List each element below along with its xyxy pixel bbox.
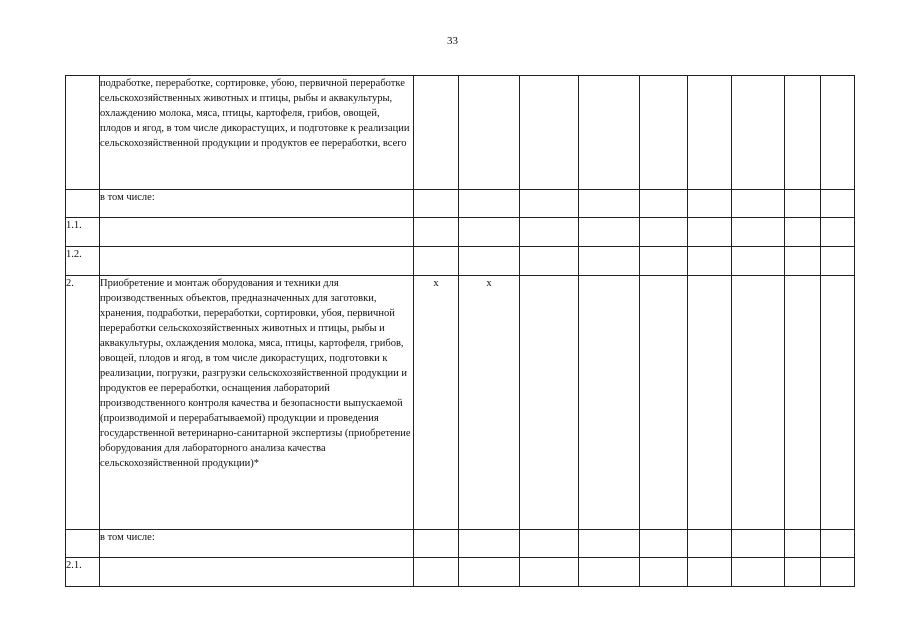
empty-cell [520,530,579,558]
mark-cell [459,218,520,247]
table-row [66,218,855,247]
description-cell: Приобретение и монтаж оборудования и техники для производственных объектов, предназначенных для заготовки, хранения, подработки, переработки, сортировки, убоя, первичной переработки сельскохозяйственных животных и птицы, рыбы и аквакультуры, охлаждения молока, мяса, птицы, картофеля, грибов, овощей, плодов и ягод, в том числе дикорастущих, подготовки к реализации, погрузки, разгрузки сельскохозяйственной продукции и продуктов ее переработки, оснащения лабораторий производственного контроля качества и безопасности выпускаемой (производимой и перерабатываемой) продукции и проведения государственной ветеринарно-санитарной экспертизы (приобретение оборудования для лабораторного анализа качества сельскохозяйственной продукции)* [100,276,414,530]
row-number-cell: 1.1. [66,218,100,247]
row-number-cell: 2. [66,276,100,530]
description-cell: в том числе: [100,190,414,218]
empty-cell [579,247,640,276]
empty-cell [732,558,785,587]
empty-cell [688,558,732,587]
empty-cell [688,247,732,276]
description-cell: подработке, переработке, сортировке, убою, первичной переработке сельскохозяйственных животных и птицы, рыбы и аквакультуры, охлаждению молока, мяса, птицы, картофеля, грибов, овощей, плодов и ягод, в том числе дикорастущих, и подготовке к реализации сельскохозяйственной продукции и продуктов ее переработки, всего [100,76,414,190]
empty-cell [785,218,821,247]
empty-cell [640,530,688,558]
row-number-cell [66,190,100,218]
table-row [66,76,855,190]
empty-cell [579,218,640,247]
mark-cell [414,218,459,247]
empty-cell [821,276,855,530]
empty-cell [520,190,579,218]
empty-cell [732,76,785,190]
empty-cell [785,190,821,218]
mark-cell [459,530,520,558]
empty-cell [640,218,688,247]
row-number-cell [66,76,100,190]
table-row [66,558,855,587]
row-number-cell: 1.2. [66,247,100,276]
row-number-cell: 2.1. [66,558,100,587]
table-row [66,530,855,558]
mark-cell [414,76,459,190]
table-row [66,276,855,530]
empty-cell [520,218,579,247]
mark-cell [459,76,520,190]
empty-cell [785,530,821,558]
empty-cell [732,276,785,530]
description-cell [100,218,414,247]
empty-cell [732,218,785,247]
empty-cell [520,558,579,587]
empty-cell [785,247,821,276]
description-cell [100,247,414,276]
empty-cell [579,190,640,218]
empty-cell [688,276,732,530]
empty-cell [732,530,785,558]
empty-cell [579,76,640,190]
mark-cell [414,530,459,558]
empty-cell [579,530,640,558]
mark-cell [459,247,520,276]
description-cell: в том числе: [100,530,414,558]
empty-cell [640,558,688,587]
empty-cell [821,247,855,276]
empty-cell [688,530,732,558]
mark-cell: x [459,276,520,530]
empty-cell [785,276,821,530]
empty-cell [785,76,821,190]
empty-cell [785,558,821,587]
mark-cell [414,190,459,218]
mark-cell [459,558,520,587]
empty-cell [520,276,579,530]
table-row [66,190,855,218]
empty-cell [732,190,785,218]
data-table [65,75,855,587]
empty-cell [821,558,855,587]
empty-cell [732,247,785,276]
empty-cell [821,190,855,218]
empty-cell [821,530,855,558]
empty-cell [821,76,855,190]
mark-cell [459,190,520,218]
mark-cell [414,247,459,276]
empty-cell [640,76,688,190]
table-row [66,247,855,276]
mark-cell: x [414,276,459,530]
empty-cell [520,247,579,276]
empty-cell [579,558,640,587]
empty-cell [688,218,732,247]
empty-cell [520,76,579,190]
page-number: 33 [447,35,458,47]
empty-cell [640,190,688,218]
empty-cell [640,276,688,530]
empty-cell [640,247,688,276]
row-number-cell [66,530,100,558]
empty-cell [821,218,855,247]
empty-cell [688,76,732,190]
description-cell [100,558,414,587]
empty-cell [579,276,640,530]
mark-cell [414,558,459,587]
empty-cell [688,190,732,218]
